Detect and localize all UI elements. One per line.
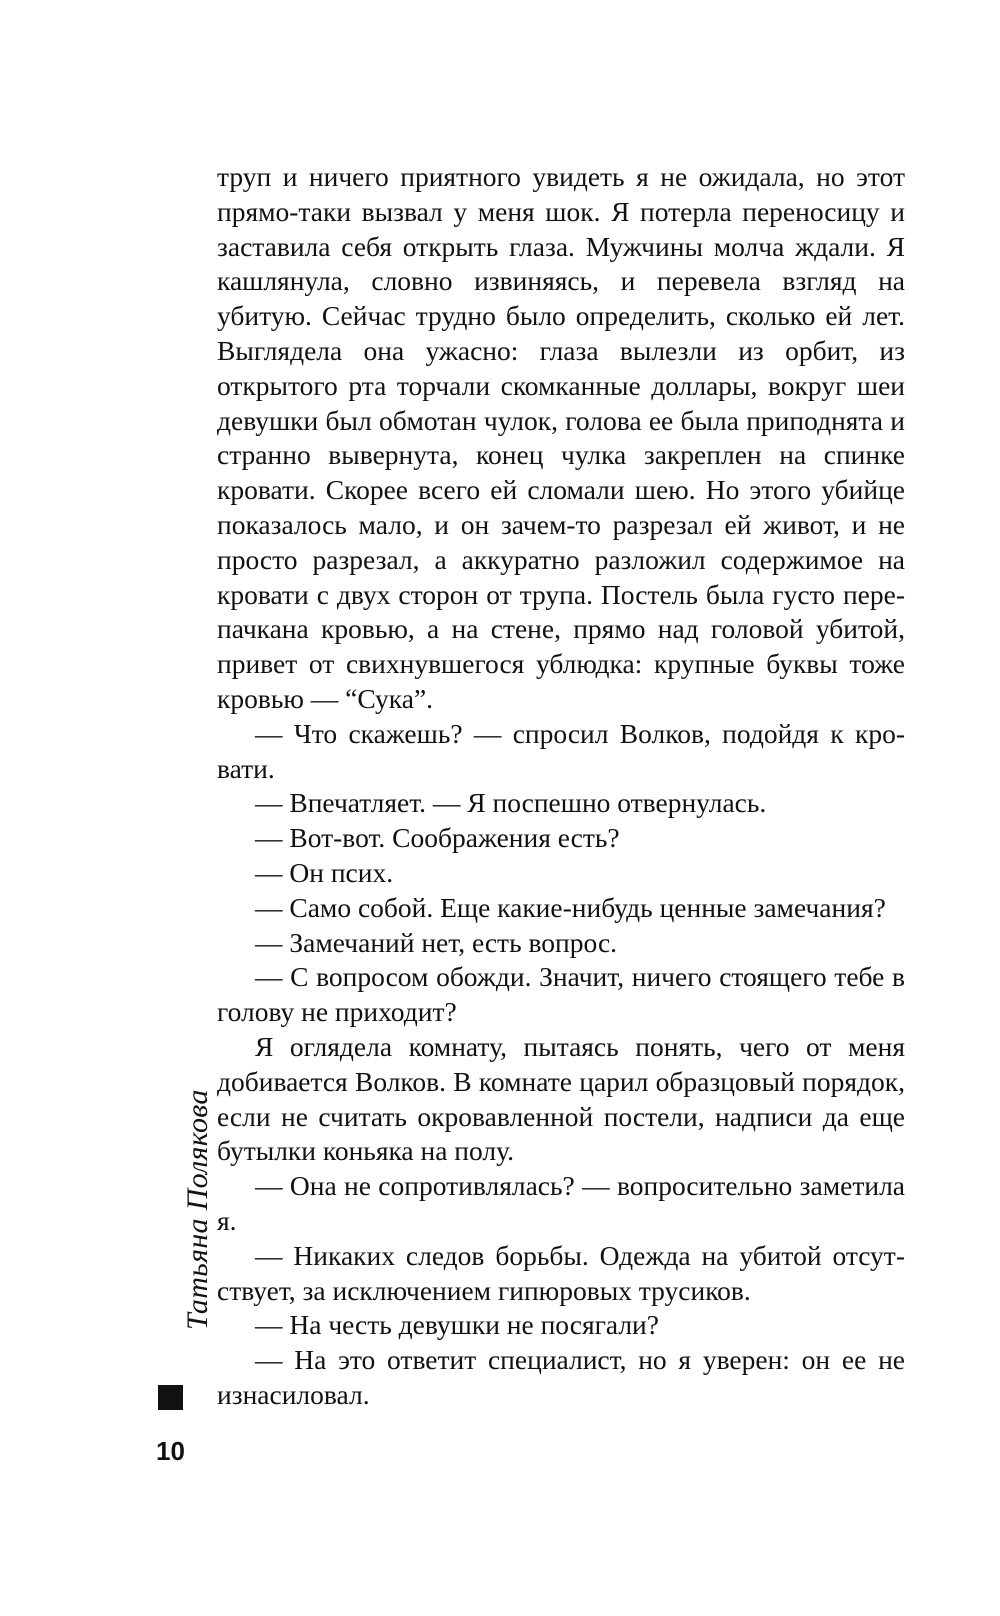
paragraph: — Замечаний нет, есть вопрос. [255, 926, 618, 958]
paragraph: Я оглядела комнату, пытаясь понять, чего от меня добивается Волков. В комнате царил образцовый порядок, если не считать окровавленной постели, надписи да еще бутылки коньяка на полу. [217, 1030, 905, 1167]
paragraph: — Он псих. [255, 856, 394, 888]
paragraph: — Впечатляет. — Я поспешно отвернулась. [255, 787, 767, 819]
paragraph: — С вопросом обожди. Значит, ничего стоящего тебе в голову не приходит? [217, 961, 905, 1028]
page-number: 10 [156, 1436, 185, 1466]
paragraph: — Вот-вот. Соображения есть? [255, 822, 620, 854]
body-text [217, 160, 905, 1413]
running-head-author: Татьяна Полякова [181, 1089, 214, 1330]
square-marker-icon [158, 1385, 183, 1410]
paragraph: — Само собой. Еще какие-нибудь ценные замечания? [255, 891, 886, 923]
paragraph: — На это ответит специалист, но я уверен: он ее не изнасиловал. [217, 1344, 905, 1410]
paragraph: — Что скажешь? — спросил Волков, подойдя к кровати. [217, 717, 905, 784]
paragraph: — Никаких следов борьбы. Одежда на убитой отсутствует, за исключением гипюровых трусиков. [217, 1239, 905, 1306]
paragraph: — Она не сопротивлялась? — вопросительно заметила я. [217, 1170, 905, 1236]
paragraph: труп и ничего приятного увидеть я не ожидала, но этот прямо-таки вызвал у меня шок. Я потерла переносицу и заставила себя открыть глаза. Мужчины молча ждали. Я кашлянула, словно извиняясь, и перевела взгляд на убитую. Сейчас трудно было определить, сколько ей лет. Выглядела она ужасно: глаза вылезли из орбит, из открытого рта торчали скомканные доллары, вокруг шеи девушки был обмотан чулок, голова ее была приподнята и странно вывернута, конец чулка закреплен на спинке кровати. Скорее всего ей сломали шею. Но этого убийце показалось мало, и он зачем-то разрезал ей живот, и не просто разрезал, а аккуратно разложил содержимое на кровати с двух сторон от трупа. Постель была густо перепачкана кровью, а на стене, прямо над головой убитой, привет от свихнувшегося ублюдка: крупные буквы тоже кровью — “Сука”. [217, 161, 905, 714]
paragraph: — На честь девушки не посягали? [255, 1309, 659, 1341]
